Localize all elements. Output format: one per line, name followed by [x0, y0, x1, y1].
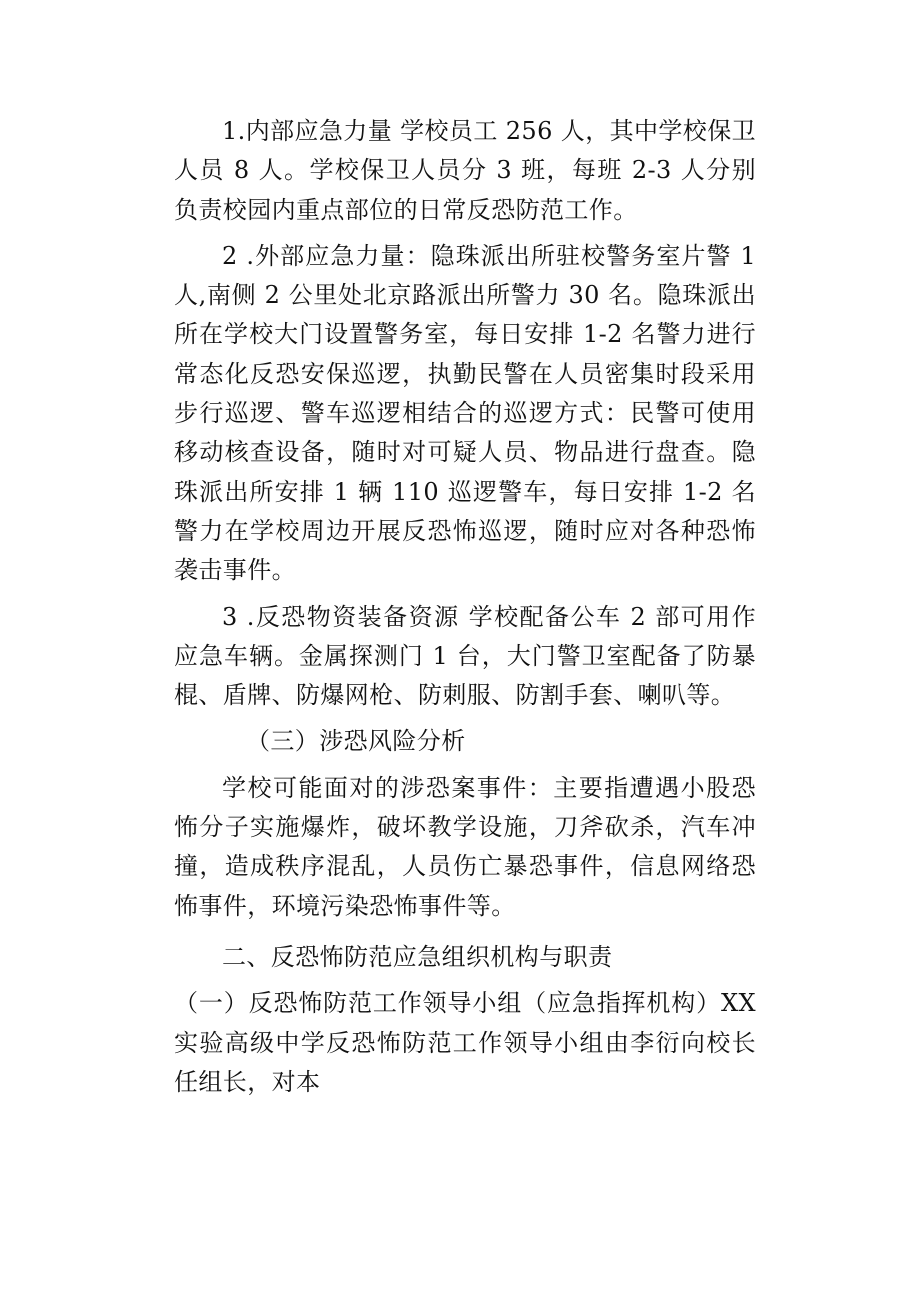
paragraph-leading-group: （一）反恐怖防范工作领导小组（应急指挥机构）XX 实验高级中学反恐怖防范工作领导小组由李衍向校长任组长，对本 [174, 989, 756, 1096]
section-heading-organization: 二、反恐怖防范应急组织机构与职责 [222, 942, 613, 971]
paragraph-risk-analysis: 学校可能面对的涉恐案事件：主要指遭遇小股恐怖分子实施爆炸，破坏教学设施，刀斧砍杀，汽车冲撞，造成秩序混乱，人员伤亡暴恐事件，信息网络恐怖事件，环境污染恐怖事件等。 [174, 773, 756, 920]
paragraph-external-emergency-force: 2 .外部应急力量：隐珠派出所驻校警务室片警 1 人,南侧 2 公里处北京路派出所警力 30 名。隐珠派出所在学校大门设置警务室，每日安排 1-2 名警力进行常态化反恐安保巡逻，执勤民警在人员密集时段采用步行巡逻、警车巡逻相结合的巡逻方式：民警可使用移动核查设备，随时对可疑人员、物品进行盘查。隐珠派出所安排 1 辆 110 巡逻警车，每日安排 1-2 名警力在学校周边开展反恐怖巡逻，随时应对各种恐怖袭击事件。 [174, 241, 756, 585]
paragraph-internal-emergency-force: 1.内部应急力量 学校员工 256 人，其中学校保卫人员 8 人。学校保卫人员分 3 班，每班 2-3 人分别负责校园内重点部位的日常反恐防范工作。 [174, 117, 756, 224]
document-body [174, 112, 756, 1109]
paragraph-equipment-resources: 3 .反恐物资装备资源 学校配备公车 2 部可用作应急车辆。金属探测门 1 台，大门警卫室配备了防暴棍、盾牌、防爆网枪、防刺服、防割手套、喇叭等。 [174, 602, 756, 710]
section-heading-risk-analysis: （三）涉恐风险分析 [246, 727, 466, 756]
